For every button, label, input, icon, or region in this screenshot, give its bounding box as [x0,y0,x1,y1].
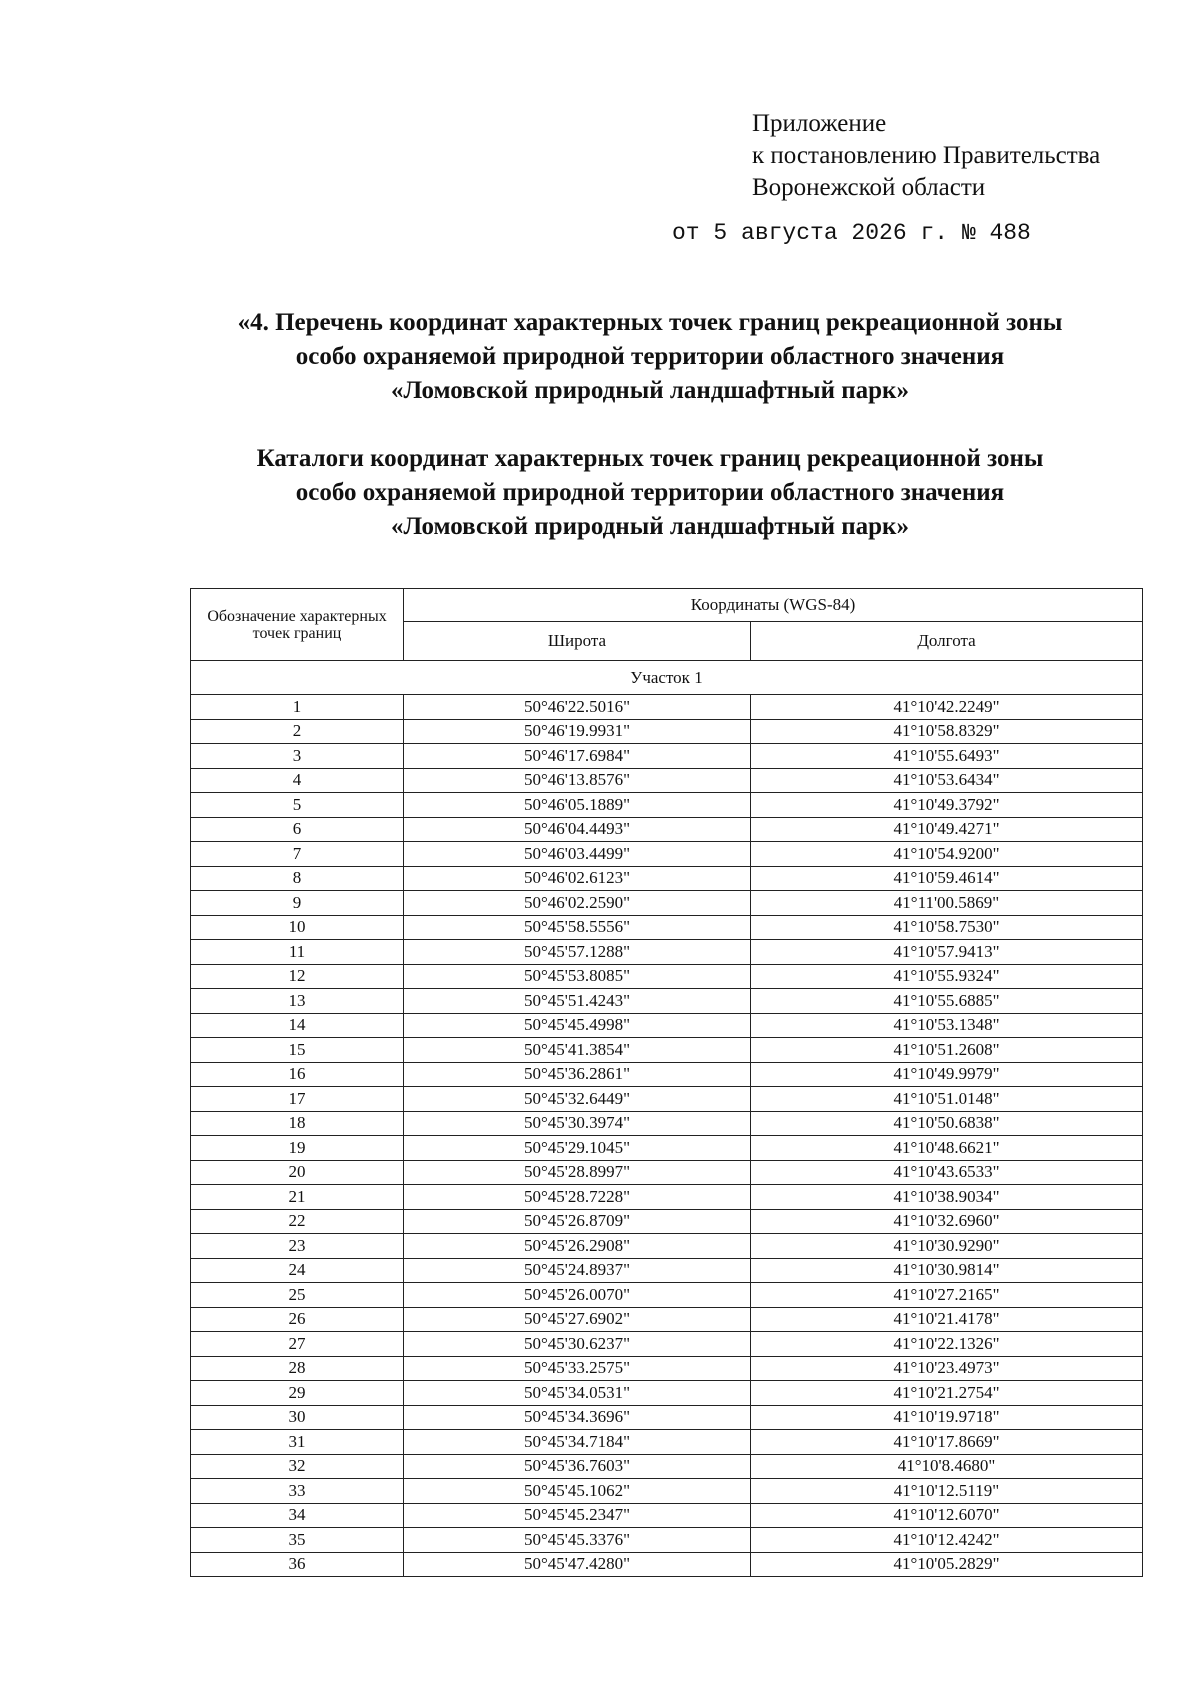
latitude-cell: 50°45'45.3376" [404,1528,751,1553]
longitude-cell: 41°10'58.8329" [751,719,1143,744]
point-number-cell: 28 [191,1356,404,1381]
coordinates-table [190,588,1143,1577]
longitude-cell: 41°10'54.9200" [751,842,1143,867]
longitude-cell: 41°10'48.6621" [751,1136,1143,1161]
point-number-cell: 29 [191,1381,404,1406]
point-number-cell: 5 [191,793,404,818]
table-row [191,744,1143,769]
point-number-cell: 13 [191,989,404,1014]
latitude-cell: 50°45'26.2908" [404,1234,751,1259]
appendix-line: Приложение [752,110,887,137]
longitude-cell: 41°10'51.2608" [751,1038,1143,1063]
table-row [191,1552,1143,1577]
table-row [191,1479,1143,1504]
longitude-cell: 41°10'21.4178" [751,1307,1143,1332]
title-line: «4. Перечень координат характерных точек границ рекреационной зоны [237,309,1063,336]
latitude-cell: 50°45'45.1062" [404,1479,751,1504]
table-row [191,1503,1143,1528]
latitude-cell: 50°46'17.6984" [404,744,751,769]
longitude-cell: 41°10'30.9290" [751,1234,1143,1259]
latitude-cell: 50°45'30.6237" [404,1332,751,1357]
appendix-line: к постановлению Правительства [752,142,1101,169]
latitude-cell: 50°45'57.1288" [404,940,751,965]
point-number-cell: 10 [191,915,404,940]
table-row [191,793,1143,818]
longitude-cell: 41°10'32.6960" [751,1209,1143,1234]
longitude-cell: 41°10'22.1326" [751,1332,1143,1357]
longitude-cell: 41°10'30.9814" [751,1258,1143,1283]
table-row [191,842,1143,867]
latitude-cell: 50°46'03.4499" [404,842,751,867]
latitude-cell: 50°46'19.9931" [404,719,751,744]
point-number-cell: 3 [191,744,404,769]
latitude-cell: 50°45'32.6449" [404,1087,751,1112]
point-number-cell: 6 [191,817,404,842]
longitude-cell: 41°10'38.9034" [751,1185,1143,1210]
table-row [191,1185,1143,1210]
latitude-cell: 50°45'34.3696" [404,1405,751,1430]
point-number-cell: 33 [191,1479,404,1504]
latitude-cell: 50°46'04.4493" [404,817,751,842]
point-number-cell: 19 [191,1136,404,1161]
latitude-cell: 50°45'58.5556" [404,915,751,940]
longitude-cell: 41°10'12.5119" [751,1479,1143,1504]
point-number-cell: 8 [191,866,404,891]
title-line: «Ломовской природный ландшафтный парк» [391,513,909,540]
col-header-coordinates: Координаты (WGS-84) [404,589,1143,622]
longitude-cell: 41°10'8.4680" [751,1454,1143,1479]
point-number-cell: 22 [191,1209,404,1234]
table-row [191,891,1143,916]
latitude-cell: 50°46'05.1889" [404,793,751,818]
table-row [191,1430,1143,1455]
longitude-cell: 41°10'55.9324" [751,964,1143,989]
table-row [191,1038,1143,1063]
point-number-cell: 25 [191,1283,404,1308]
table-row [191,1454,1143,1479]
point-number-cell: 9 [191,891,404,916]
longitude-cell: 41°10'53.1348" [751,1013,1143,1038]
latitude-cell: 50°45'45.4998" [404,1013,751,1038]
longitude-cell: 41°10'17.8669" [751,1430,1143,1455]
longitude-cell: 41°10'23.4973" [751,1356,1143,1381]
longitude-cell: 41°10'12.4242" [751,1528,1143,1553]
table-row [191,1111,1143,1136]
latitude-cell: 50°45'29.1045" [404,1136,751,1161]
latitude-cell: 50°45'30.3974" [404,1111,751,1136]
point-number-cell: 15 [191,1038,404,1063]
latitude-cell: 50°45'24.8937" [404,1258,751,1283]
title-line: «Ломовской природный ландшафтный парк» [391,377,909,404]
section-header: Участок 1 [191,661,1143,695]
point-number-cell: 11 [191,940,404,965]
table-row [191,1234,1143,1259]
longitude-cell: 41°10'12.6070" [751,1503,1143,1528]
latitude-cell: 50°45'47.4280" [404,1552,751,1577]
table-row [191,695,1143,720]
point-number-cell: 23 [191,1234,404,1259]
table-row [191,768,1143,793]
point-number-cell: 20 [191,1160,404,1185]
longitude-cell: 41°10'05.2829" [751,1552,1143,1577]
table-row [191,1209,1143,1234]
col-header-designation: Обозначение характерных точек границ [191,589,404,661]
longitude-cell: 41°10'42.2249" [751,695,1143,720]
table-row [191,1332,1143,1357]
list-title [150,306,1150,408]
latitude-cell: 50°45'45.2347" [404,1503,751,1528]
resolution-date: от 5 августа 2026 г. № 488 [672,220,1031,246]
appendix-header [752,108,1100,204]
longitude-cell: 41°10'49.4271" [751,817,1143,842]
point-number-cell: 12 [191,964,404,989]
longitude-cell: 41°10'55.6493" [751,744,1143,769]
point-number-cell: 7 [191,842,404,867]
point-number-cell: 17 [191,1087,404,1112]
latitude-cell: 50°45'26.8709" [404,1209,751,1234]
latitude-cell: 50°45'28.8997" [404,1160,751,1185]
point-number-cell: 36 [191,1552,404,1577]
point-number-cell: 21 [191,1185,404,1210]
latitude-cell: 50°45'28.7228" [404,1185,751,1210]
table-row [191,1381,1143,1406]
latitude-cell: 50°45'34.0531" [404,1381,751,1406]
table-row [191,1356,1143,1381]
latitude-cell: 50°45'36.2861" [404,1062,751,1087]
point-number-cell: 31 [191,1430,404,1455]
table-row [191,1013,1143,1038]
point-number-cell: 34 [191,1503,404,1528]
longitude-cell: 41°10'49.9979" [751,1062,1143,1087]
table-row [191,1405,1143,1430]
longitude-cell: 41°10'53.6434" [751,768,1143,793]
latitude-cell: 50°45'41.3854" [404,1038,751,1063]
table-row [191,719,1143,744]
col-header-latitude: Широта [404,622,751,661]
point-number-cell: 24 [191,1258,404,1283]
title-line: особо охраняемой природной территории областного значения [295,479,1005,506]
point-number-cell: 4 [191,768,404,793]
latitude-cell: 50°46'22.5016" [404,695,751,720]
table-row [191,964,1143,989]
longitude-cell: 41°10'50.6838" [751,1111,1143,1136]
latitude-cell: 50°46'02.6123" [404,866,751,891]
table-row [191,1160,1143,1185]
table-row [191,940,1143,965]
point-number-cell: 35 [191,1528,404,1553]
table-row [191,1307,1143,1332]
latitude-cell: 50°46'13.8576" [404,768,751,793]
longitude-cell: 41°10'49.3792" [751,793,1143,818]
table-row [191,989,1143,1014]
table-row [191,915,1143,940]
table-row [191,1283,1143,1308]
point-number-cell: 16 [191,1062,404,1087]
longitude-cell: 41°11'00.5869" [751,891,1143,916]
latitude-cell: 50°45'34.7184" [404,1430,751,1455]
table-row [191,1062,1143,1087]
table-row [191,866,1143,891]
latitude-cell: 50°45'51.4243" [404,989,751,1014]
point-number-cell: 1 [191,695,404,720]
longitude-cell: 41°10'51.0148" [751,1087,1143,1112]
point-number-cell: 30 [191,1405,404,1430]
table-row [191,817,1143,842]
latitude-cell: 50°45'27.6902" [404,1307,751,1332]
table-row [191,1136,1143,1161]
longitude-cell: 41°10'27.2165" [751,1283,1143,1308]
latitude-cell: 50°45'33.2575" [404,1356,751,1381]
point-number-cell: 18 [191,1111,404,1136]
point-number-cell: 26 [191,1307,404,1332]
point-number-cell: 32 [191,1454,404,1479]
table-row [191,1528,1143,1553]
table-row [191,1258,1143,1283]
appendix-line: Воронежской области [752,174,986,201]
title-line: особо охраняемой природной территории областного значения [295,343,1005,370]
col-header-longitude: Долгота [751,622,1143,661]
longitude-cell: 41°10'58.7530" [751,915,1143,940]
longitude-cell: 41°10'19.9718" [751,1405,1143,1430]
latitude-cell: 50°46'02.2590" [404,891,751,916]
latitude-cell: 50°45'53.8085" [404,964,751,989]
point-number-cell: 2 [191,719,404,744]
longitude-cell: 41°10'57.9413" [751,940,1143,965]
latitude-cell: 50°45'26.0070" [404,1283,751,1308]
point-number-cell: 27 [191,1332,404,1357]
table-row [191,1087,1143,1112]
longitude-cell: 41°10'21.2754" [751,1381,1143,1406]
longitude-cell: 41°10'55.6885" [751,989,1143,1014]
longitude-cell: 41°10'59.4614" [751,866,1143,891]
point-number-cell: 14 [191,1013,404,1038]
longitude-cell: 41°10'43.6533" [751,1160,1143,1185]
catalog-title [150,442,1150,544]
title-line: Каталоги координат характерных точек границ рекреационной зоны [256,445,1044,472]
latitude-cell: 50°45'36.7603" [404,1454,751,1479]
